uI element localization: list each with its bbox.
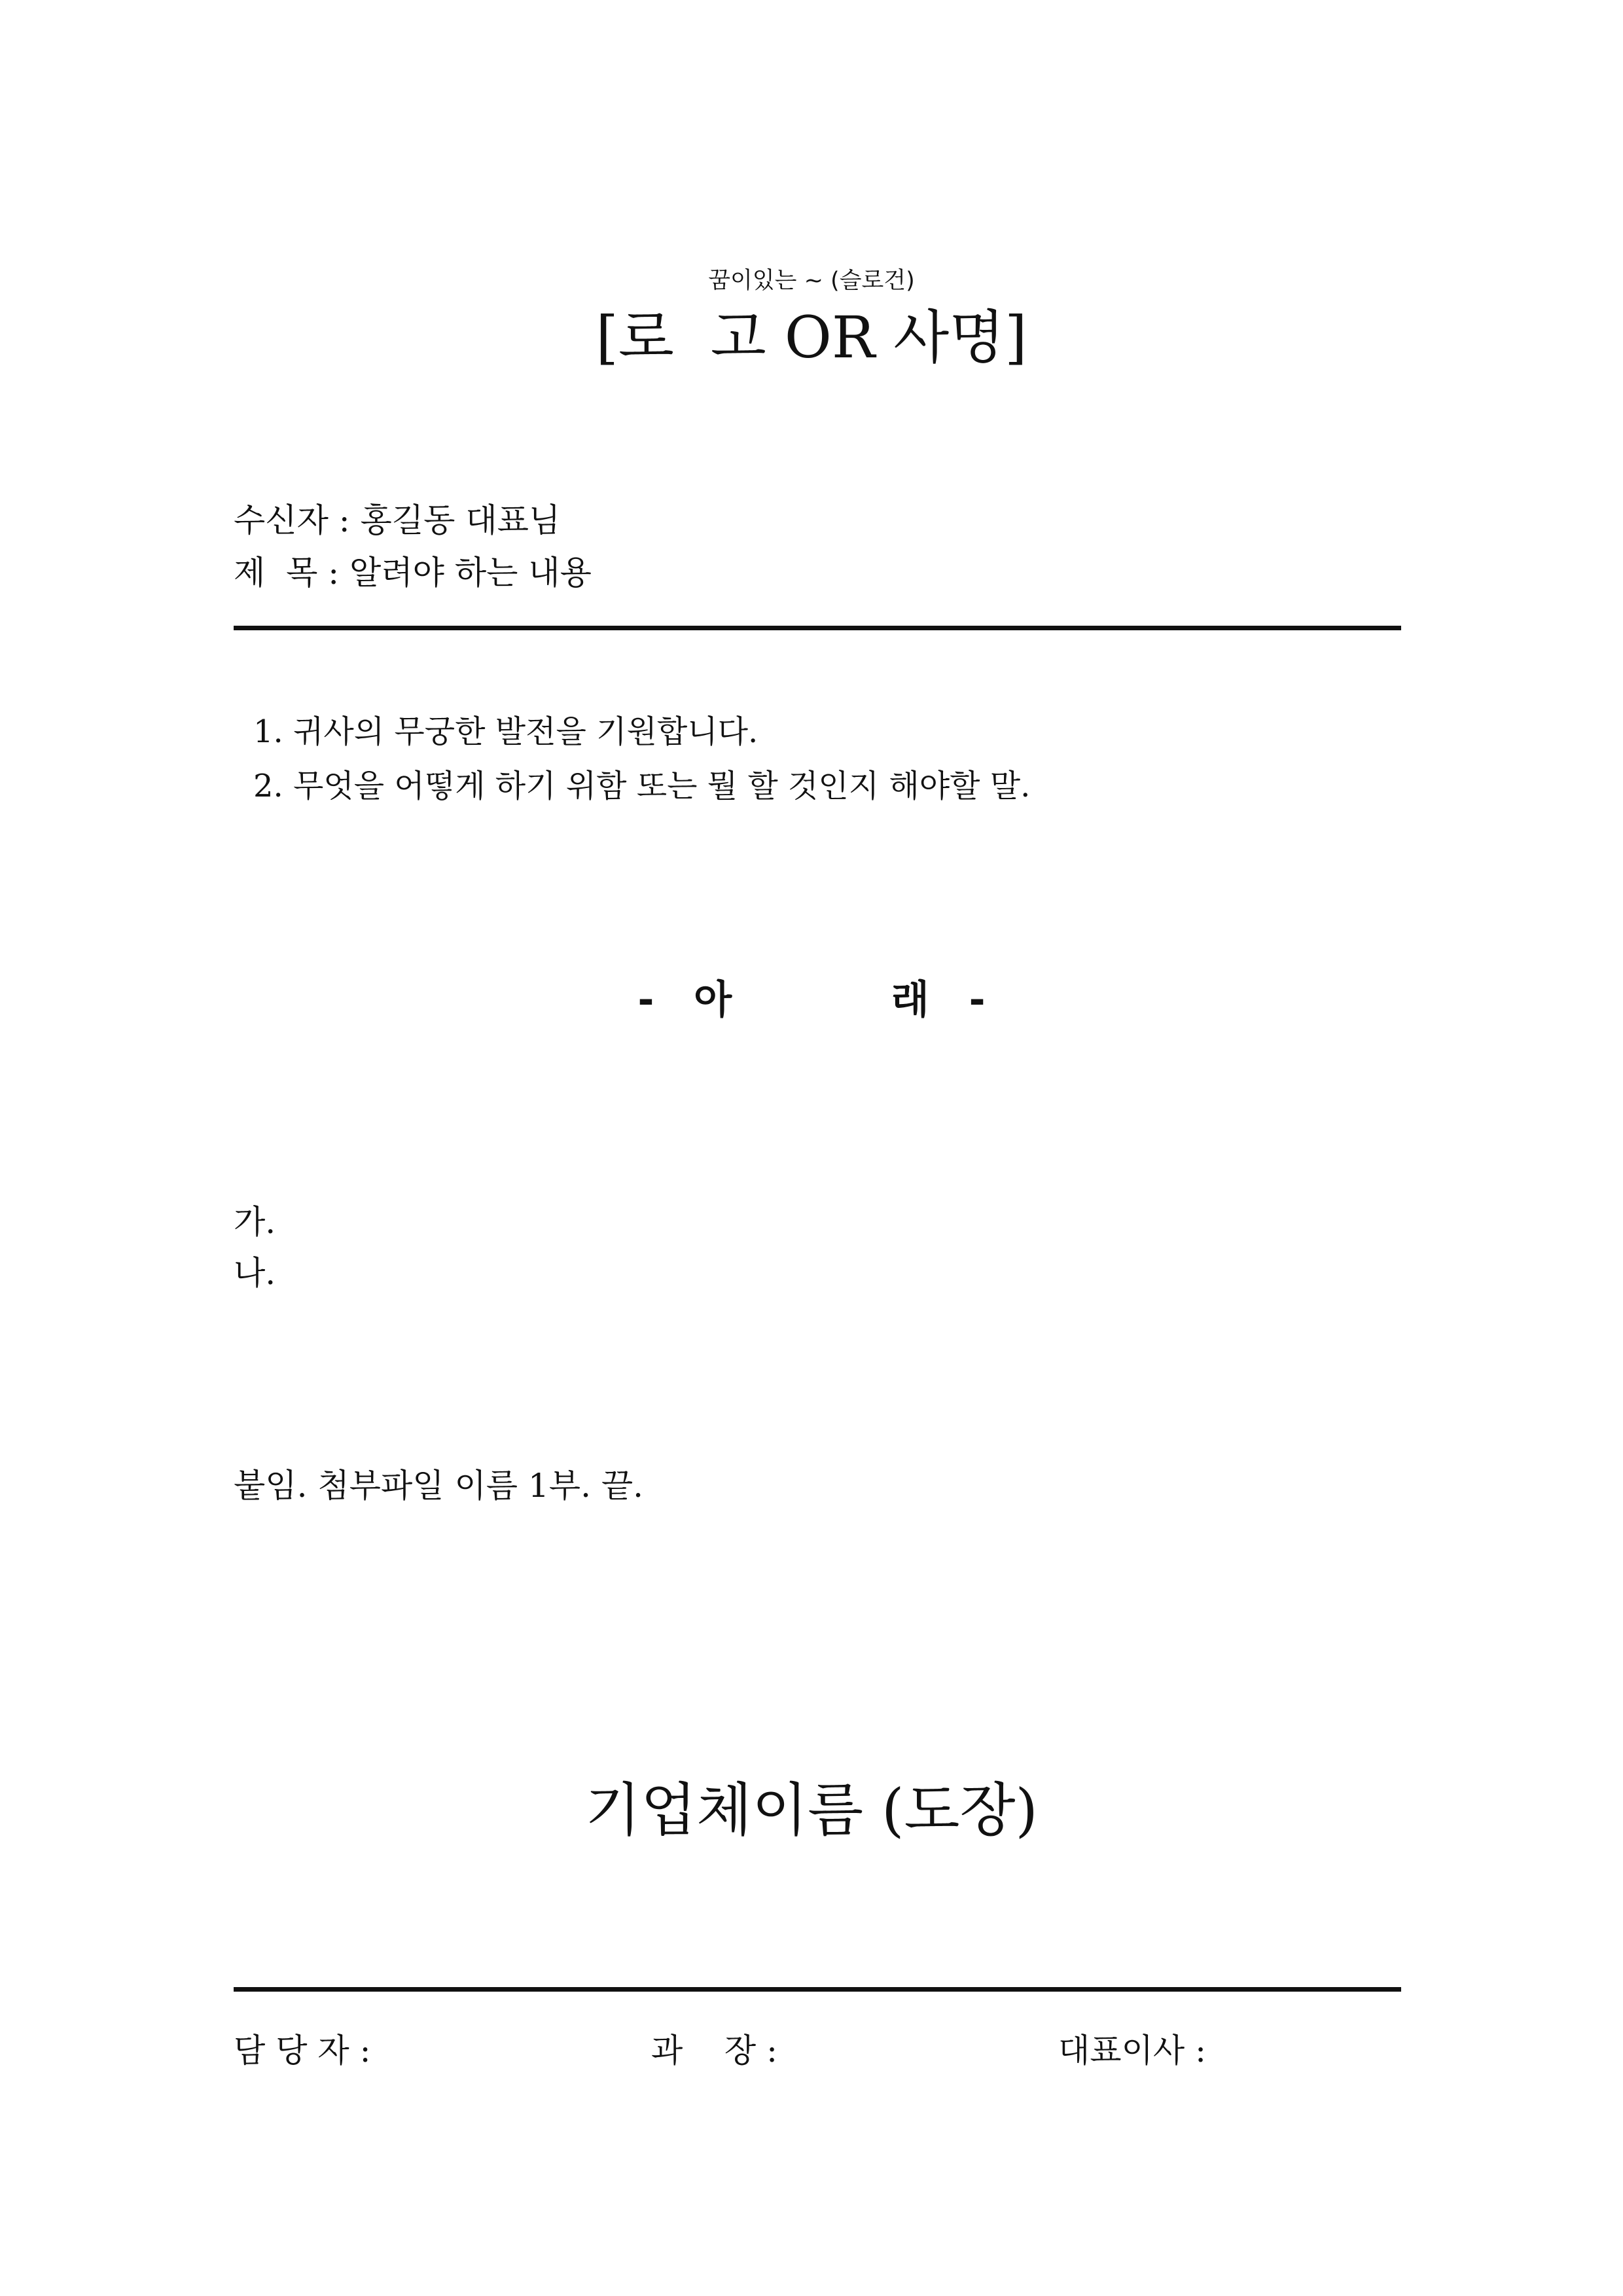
slogan: 꿈이있는 ~ (슬로건) [708, 268, 915, 294]
sub-item-na: 나. [234, 1254, 276, 1292]
body-item-2: 2. 무엇을 어떻게 하기 위함 또는 뭘 할 것인지 해야할 말. [253, 768, 1031, 804]
attachment-line: 붙임. 첨부파일 이름 1부. 끝. [234, 1467, 644, 1505]
footer-divider [234, 1987, 1401, 1992]
notice-heading: - 아 래 - [637, 977, 986, 1023]
company-name-seal: 기업체이름 (도장) [585, 1776, 1038, 1844]
signature-manager: 담 당 자 : [234, 2032, 371, 2070]
header-divider [234, 626, 1401, 630]
signature-section-chief: 과 장 : [651, 2032, 777, 2070]
signature-ceo: 대표이사 : [1058, 2032, 1206, 2070]
sub-item-ga: 가. [234, 1203, 276, 1241]
recipient-line: 수신자 : 홍길동 대표님 [234, 501, 561, 539]
subject-line: 제 목 : 알려야 하는 내용 [234, 554, 592, 592]
company-title: [로 고 OR 사명] [596, 304, 1027, 371]
body-item-1: 1. 귀사의 무궁한 발전을 기원합니다. [253, 713, 758, 750]
